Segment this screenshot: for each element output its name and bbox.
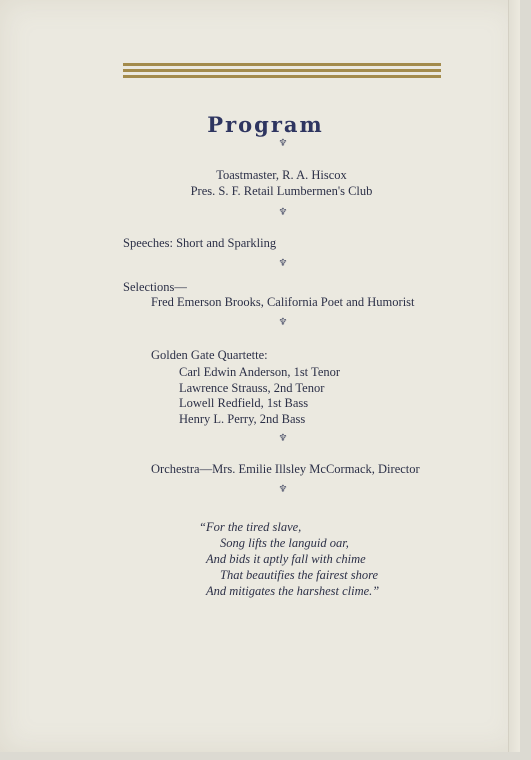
verse-line: And bids it aptly fall with chime	[206, 552, 366, 566]
quartette-member: Carl Edwin Anderson, 1st Tenor	[179, 365, 341, 379]
trident-ornament-icon: ♆	[278, 258, 288, 269]
selections-performer: Fred Emerson Brooks, California Poet and Humorist	[151, 295, 415, 309]
trident-ornament-icon: ♆	[278, 138, 288, 149]
verse-line: “For the tired slave,	[199, 520, 302, 534]
quartette-heading: Golden Gate Quartette:	[151, 348, 268, 362]
quartette-member: Lowell Redfield, 1st Bass	[179, 396, 309, 410]
verse-line: That beautifies the fairest shore	[220, 568, 379, 582]
trident-ornament-icon: ♆	[278, 207, 288, 218]
gold-rule-middle	[123, 69, 441, 72]
trident-ornament-icon: ♆	[278, 317, 288, 328]
gold-rule-bottom	[123, 75, 441, 78]
page-title: Program	[207, 112, 324, 137]
verse-line: Song lifts the languid oar,	[220, 536, 349, 550]
orchestra-line: Orchestra—Mrs. Emilie Illsley McCormack, Director	[151, 462, 420, 476]
club-president-line: Pres. S. F. Retail Lumbermen's Club	[190, 184, 373, 198]
quartette-member: Henry L. Perry, 2nd Bass	[179, 412, 306, 426]
quartette-member: Lawrence Strauss, 2nd Tenor	[179, 381, 325, 395]
toastmaster-line: Toastmaster, R. A. Hiscox	[216, 168, 347, 182]
verse-line: And mitigates the harshest clime.”	[206, 584, 380, 598]
speeches-line: Speeches: Short and Sparkling	[123, 236, 277, 250]
trident-ornament-icon: ♆	[278, 484, 288, 495]
trident-ornament-icon: ♆	[278, 433, 288, 444]
selections-heading: Selections—	[123, 280, 187, 294]
gold-rule-top	[123, 63, 441, 66]
